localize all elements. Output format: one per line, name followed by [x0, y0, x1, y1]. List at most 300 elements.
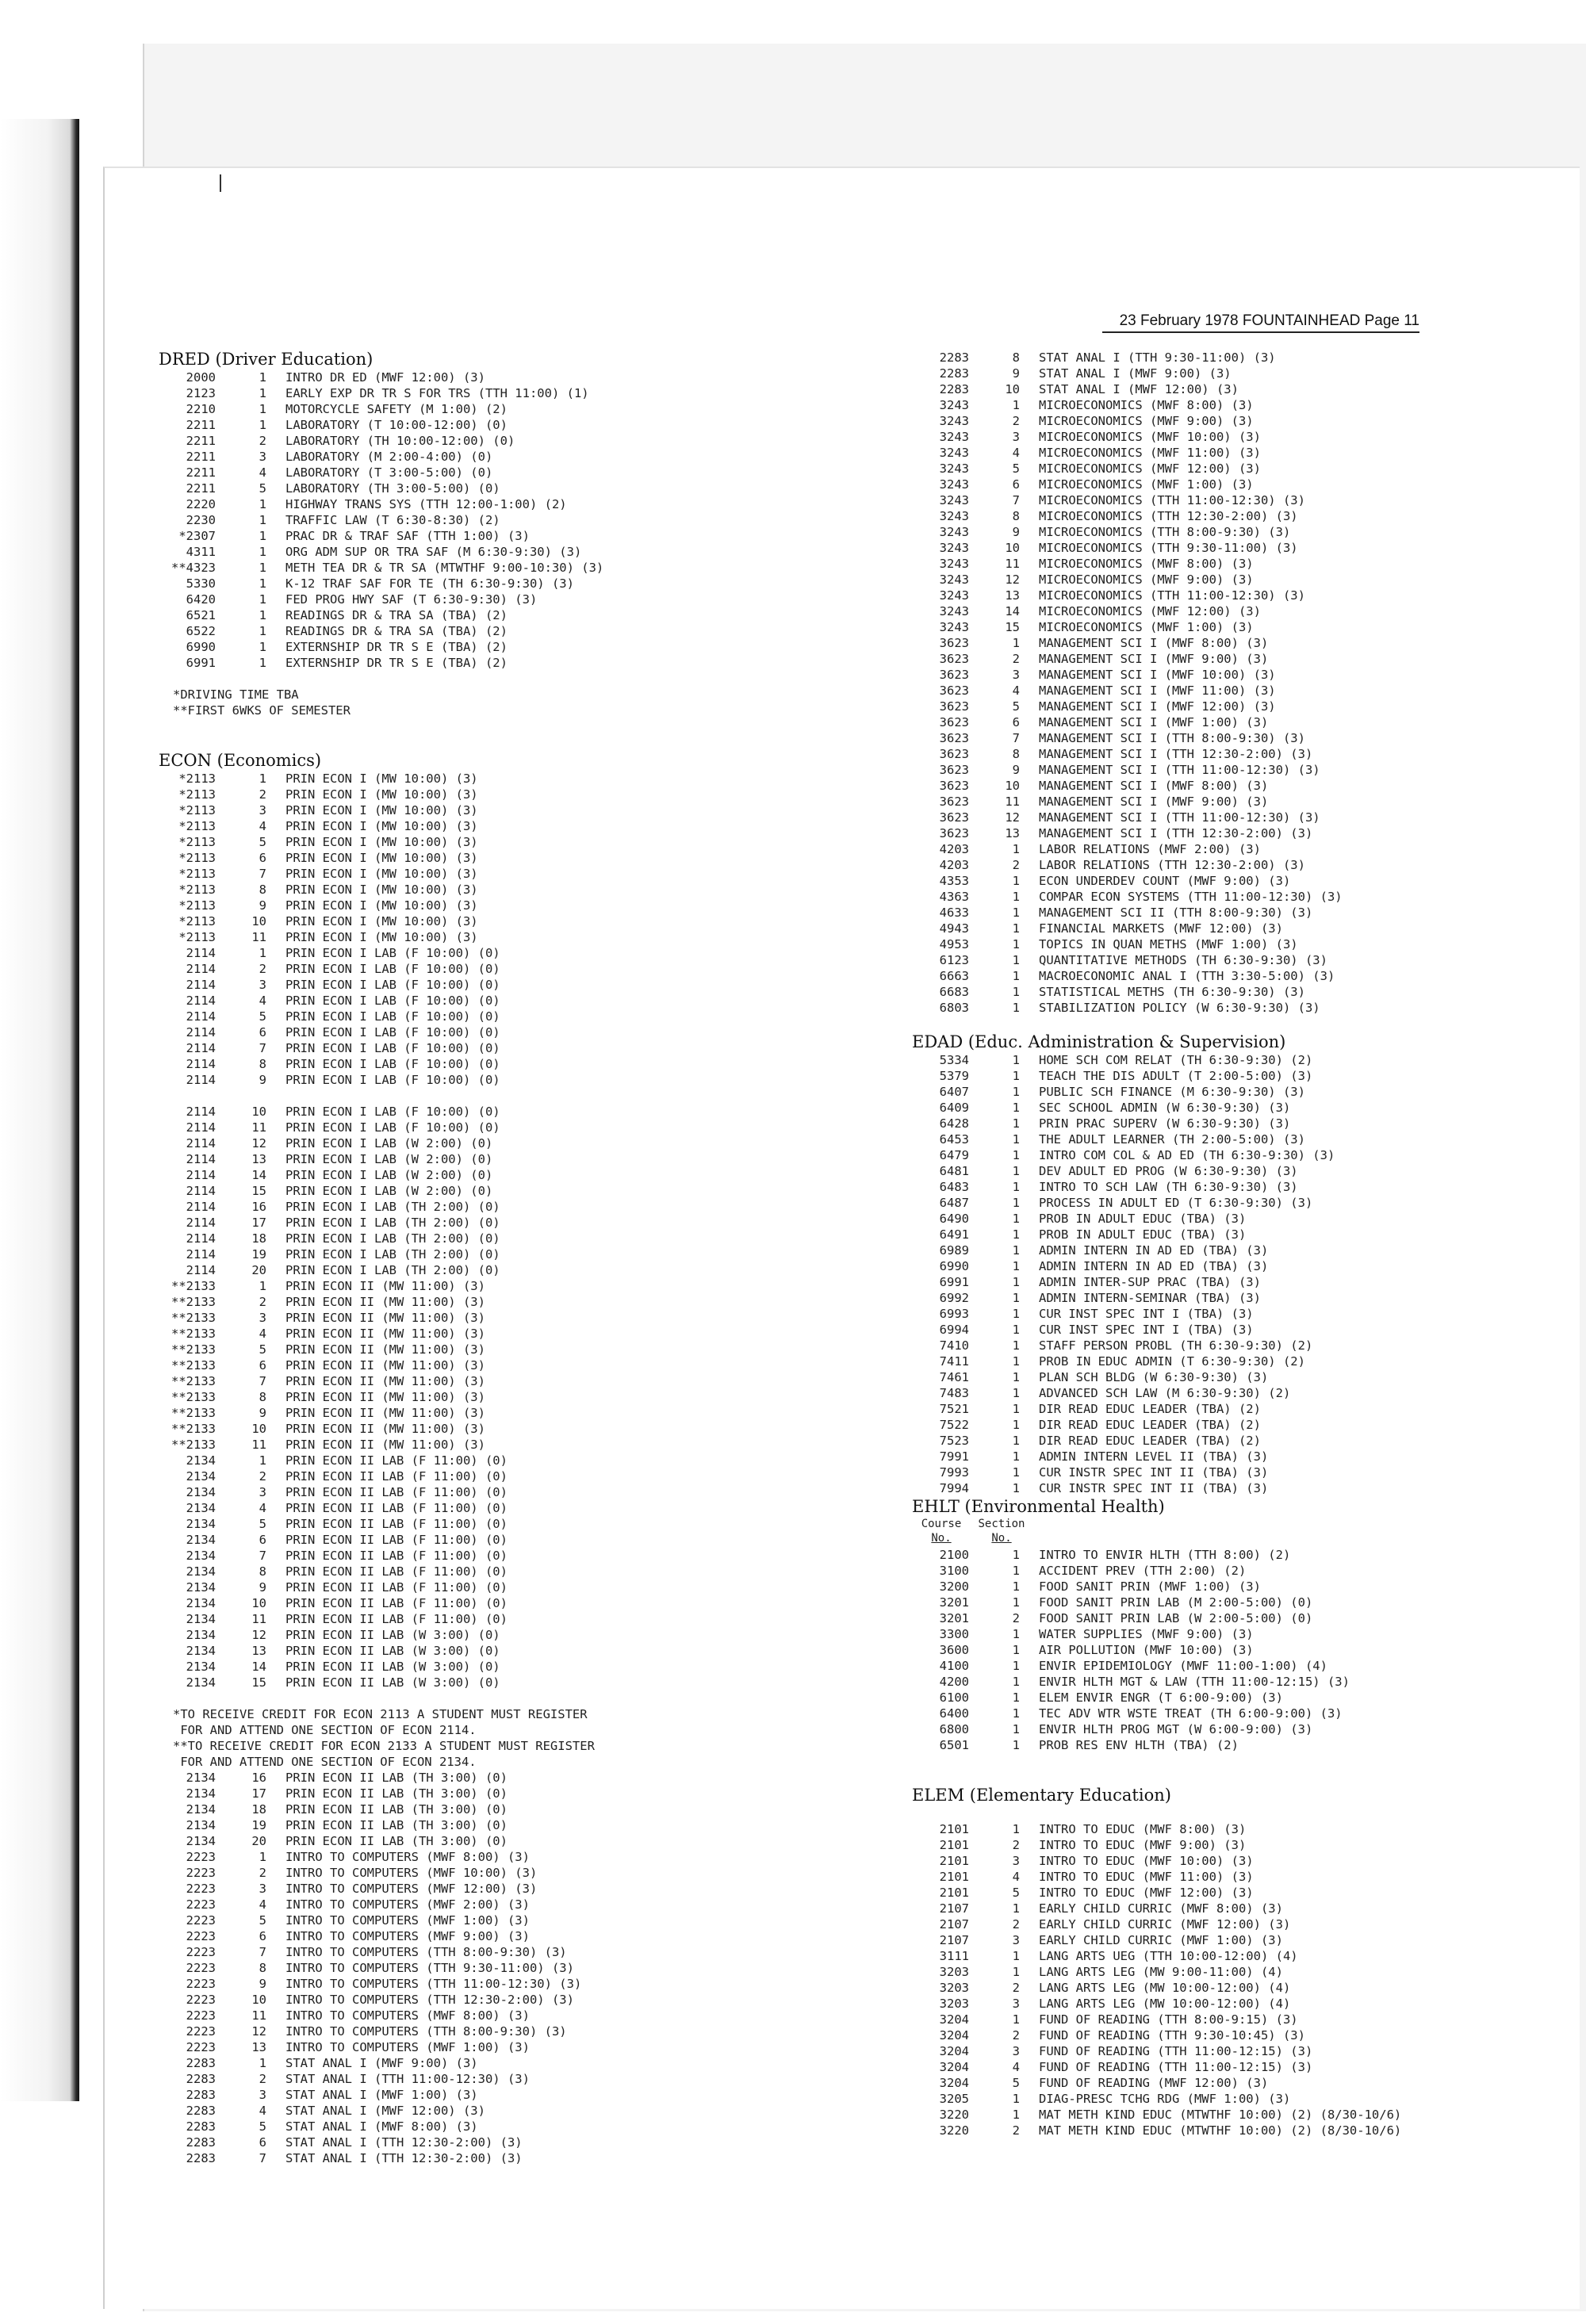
course-row [159, 1881, 761, 1897]
course-row [912, 366, 1515, 381]
course-title: MANAGEMENT SCI I (MWF 1:00) (3) [1039, 715, 1269, 729]
course-row [159, 929, 761, 945]
section-number: 2 [259, 1866, 266, 1880]
section-number: 4 [1012, 446, 1020, 460]
section-number: 13 [1005, 588, 1020, 603]
course-number: 3623 [939, 683, 969, 698]
course-title: LABORATORY (TH 3:00-5:00) (0) [285, 481, 500, 496]
course-title: PRIN ECON I LAB (F 10:00) (0) [285, 994, 500, 1008]
course-number: 3220 [939, 2123, 969, 2138]
section-number: 2 [259, 1469, 266, 1484]
section-number: 4 [259, 819, 266, 833]
course-number: 6100 [939, 1690, 969, 1705]
course-row [159, 1215, 761, 1231]
section-number: 1 [1012, 1212, 1020, 1226]
course-number: 5330 [186, 576, 216, 591]
course-row [912, 1290, 1515, 1306]
course-title: ADMIN INTERN IN AD ED (TBA) (3) [1039, 1259, 1269, 1273]
footnote: *DRIVING TIME TBA [173, 687, 299, 702]
section-number: 1 [259, 402, 266, 416]
course-row [912, 968, 1515, 984]
course-number: 6428 [939, 1116, 969, 1131]
course-title: PRIN ECON I (MW 10:00) (3) [285, 819, 478, 833]
course-number: 2283 [186, 2135, 216, 2150]
section-number: 1 [1012, 636, 1020, 650]
course-number: 3623 [939, 747, 969, 761]
course-number: 2283 [186, 2056, 216, 2070]
course-title: MICROECONOMICS (TTH 11:00-12:30) (3) [1039, 588, 1305, 603]
course-number: 2223 [186, 2040, 216, 2054]
course-title: INTRO TO COMPUTERS (MWF 9:00) (3) [285, 1929, 530, 1943]
course-row [912, 1131, 1515, 1147]
course-title: MOTORCYCLE SAFETY (M 1:00) (2) [285, 402, 508, 416]
section-number: 2 [1012, 414, 1020, 428]
section-number: 4 [1012, 1870, 1020, 1884]
course-number: 3623 [939, 779, 969, 793]
course-row [912, 1837, 1515, 1853]
course-row [912, 1480, 1515, 1496]
course-number: 6991 [939, 1275, 969, 1289]
course-title: FOOD SANIT PRIN (MWF 1:00) (3) [1039, 1579, 1261, 1594]
course-row [912, 1116, 1515, 1131]
course-row [159, 1151, 761, 1167]
section-number: 10 [251, 1105, 266, 1119]
course-row [912, 667, 1515, 683]
course-row [159, 1024, 761, 1040]
course-row [159, 913, 761, 929]
course-row [912, 889, 1515, 905]
course-title: MANAGEMENT SCI I (TTH 8:00-9:30) (3) [1039, 731, 1305, 745]
section-title: ECON (Economics) [159, 751, 322, 770]
course-row [912, 1258, 1515, 1274]
course-no-header [912, 1517, 971, 1547]
course-row [912, 1853, 1515, 1869]
course-row [159, 1342, 761, 1357]
section-number: 1 [1012, 1085, 1020, 1099]
footnote: FOR AND ATTEND ONE SECTION OF ECON 2114. [173, 1723, 477, 1737]
course-title: INTRO TO COMPUTERS (MWF 1:00) (3) [285, 1913, 530, 1928]
course-title: HIGHWAY TRANS SYS (TTH 12:00-1:00) (2) [285, 497, 567, 511]
course-title: FUND OF READING (TTH 9:30-10:45) (3) [1039, 2028, 1305, 2043]
section-number: 6 [259, 1025, 266, 1039]
section-title: EHLT (Environmental Health) [912, 1497, 1165, 1516]
course-title: CUR INSTR SPEC INT II (TBA) (3) [1039, 1481, 1269, 1495]
section-number: 3 [1012, 2044, 1020, 2058]
course-number: 2134 [186, 1501, 216, 1515]
course-title: MACROECONOMIC ANAL I (TTH 3:30-5:00) (3) [1039, 969, 1335, 983]
course-number: 6409 [939, 1101, 969, 1115]
course-number: 3243 [939, 414, 969, 428]
course-row [912, 1658, 1515, 1674]
section-number: 20 [251, 1263, 266, 1277]
spacer [159, 671, 761, 687]
course-number: 2114 [186, 1057, 216, 1071]
course-title: INTRO COM COL & AD ED (TH 6:30-9:30) (3) [1039, 1148, 1335, 1162]
course-number: *2113 [178, 867, 216, 881]
course-row [912, 492, 1515, 508]
section-number: 1 [259, 656, 266, 670]
section-number: 6 [259, 851, 266, 865]
course-title: INTRO TO COMPUTERS (TTH 8:00-9:30) (3) [285, 2024, 567, 2039]
course-title: MANAGEMENT SCI I (TTH 12:30-2:00) (3) [1039, 747, 1313, 761]
course-row [912, 588, 1515, 603]
course-row [912, 905, 1515, 921]
course-title: ACCIDENT PREV (TTH 2:00) (2) [1039, 1564, 1247, 1578]
course-title: FUND OF READING (TTH 8:00-9:15) (3) [1039, 2012, 1298, 2027]
course-row [159, 385, 761, 401]
course-title: DIAG-PRESC TCHG RDG (MWF 1:00) (3) [1039, 2092, 1291, 2106]
course-title: INTRO TO EDUC (MWF 8:00) (3) [1039, 1822, 1247, 1836]
course-title: PRIN ECON II LAB (F 11:00) (0) [285, 1580, 508, 1595]
course-title: PRIN ECON II (MW 11:00) (3) [285, 1422, 485, 1436]
course-row [912, 841, 1515, 857]
section-number: 12 [251, 1136, 266, 1151]
course-row [912, 1274, 1515, 1290]
course-title: FUND OF READING (TTH 11:00-12:15) (3) [1039, 2044, 1313, 2058]
course-number: 6991 [186, 656, 216, 670]
course-number: 3623 [939, 668, 969, 682]
section-number: 3 [1012, 1854, 1020, 1868]
course-title: FUND OF READING (TTH 11:00-12:15) (3) [1039, 2060, 1313, 2074]
course-title: INTRO TO EDUC (MWF 10:00) (3) [1039, 1854, 1254, 1868]
course-number: 2114 [186, 1231, 216, 1246]
course-title: PRIN ECON II LAB (F 11:00) (0) [285, 1469, 508, 1484]
course-number: 3201 [939, 1595, 969, 1610]
course-title: READINGS DR & TRA SA (TBA) (2) [285, 624, 508, 638]
course-number: 2123 [186, 386, 216, 400]
section-number: 7 [1012, 493, 1020, 507]
section-number: 12 [251, 1628, 266, 1642]
course-title: MICROECONOMICS (MWF 12:00) (3) [1039, 461, 1261, 476]
course-number: 3623 [939, 810, 969, 825]
course-title: STAT ANAL I (TTH 12:30-2:00) (3) [285, 2135, 523, 2150]
course-number: 6521 [186, 608, 216, 622]
section-number: 1 [259, 608, 266, 622]
section-number: 14 [251, 1168, 266, 1182]
course-row [159, 1056, 761, 1072]
course-number: *2113 [178, 930, 216, 944]
course-row [912, 1932, 1515, 1948]
section-number: 1 [1012, 1418, 1020, 1432]
course-row [159, 1611, 761, 1627]
course-row [159, 1468, 761, 1484]
course-number: 2211 [186, 481, 216, 496]
course-row [159, 417, 761, 433]
spacer [912, 1753, 1515, 1769]
course-number: 3111 [939, 1949, 969, 1963]
section-number: 1 [1012, 969, 1020, 983]
course-title: LANG ARTS LEG (MW 9:00-11:00) (4) [1039, 1965, 1283, 1979]
course-number: 3243 [939, 398, 969, 412]
spacer [159, 1690, 761, 1706]
section-number: 1 [1012, 1307, 1020, 1321]
course-number: *2113 [178, 819, 216, 833]
course-title: STAT ANAL I (MWF 12:00) (3) [1039, 382, 1239, 396]
section-number: 7 [259, 1945, 266, 1959]
footnote: *TO RECEIVE CREDIT FOR ECON 2113 A STUDENT MUST REGISTER [173, 1707, 588, 1721]
section-number: 14 [1005, 604, 1020, 618]
section-number: 6 [259, 2135, 266, 2150]
course-title: ENVIR EPIDEMIOLOGY (MWF 11:00-1:00) (4) [1039, 1659, 1327, 1673]
course-row [912, 952, 1515, 968]
course-number: 3243 [939, 509, 969, 523]
course-row [912, 1385, 1515, 1401]
course-row [912, 445, 1515, 461]
section-number: 1 [1012, 985, 1020, 999]
course-title: PRIN ECON II LAB (TH 3:00) (0) [285, 1786, 508, 1801]
section-number: 15 [251, 1184, 266, 1198]
course-title: INTRO TO COMPUTERS (MWF 8:00) (3) [285, 2008, 530, 2023]
course-title: DEV ADULT ED PROG (W 6:30-9:30) (3) [1039, 1164, 1298, 1178]
course-number: 6683 [939, 985, 969, 999]
section-number: 4 [1012, 2060, 1020, 2074]
course-row [159, 480, 761, 496]
course-row [159, 1405, 761, 1421]
course-title: INTRO TO ENVIR HLTH (TTH 8:00) (2) [1039, 1548, 1291, 1562]
course-title: STAT ANAL I (TTH 9:30-11:00) (3) [1039, 350, 1276, 365]
course-number: 3623 [939, 715, 969, 729]
course-title: PRIN ECON I LAB (W 2:00) (0) [285, 1184, 493, 1198]
course-title: MANAGEMENT SCI I (MWF 12:00) (3) [1039, 699, 1276, 714]
section-number: 13 [251, 1644, 266, 1658]
course-row [912, 1417, 1515, 1433]
course-title: PRIN ECON II (MW 11:00) (3) [285, 1390, 485, 1404]
course-title: PROB IN ADULT EDUC (TBA) (3) [1039, 1212, 1247, 1226]
course-title: COMPAR ECON SYSTEMS (TTH 11:00-12:30) (3) [1039, 890, 1343, 904]
course-title: PRIN ECON II LAB (F 11:00) (0) [285, 1549, 508, 1563]
course-title: PRIN ECON II (MW 11:00) (3) [285, 1295, 485, 1309]
course-number: 2211 [186, 450, 216, 464]
section-number: 5 [1012, 1886, 1020, 1900]
course-number: 2114 [186, 1247, 216, 1262]
section-number: 20 [251, 1834, 266, 1848]
right-column [912, 350, 1515, 2138]
course-row [159, 882, 761, 898]
course-number: 2114 [186, 1136, 216, 1151]
course-row [912, 825, 1515, 841]
section-number: 12 [1005, 572, 1020, 587]
course-number: **2133 [171, 1342, 216, 1357]
course-row [912, 1964, 1515, 1980]
course-number: 3204 [939, 2012, 969, 2027]
course-row [159, 2150, 761, 2166]
course-row [159, 1849, 761, 1865]
section-number: 1 [259, 576, 266, 591]
course-number: 3623 [939, 636, 969, 650]
section-number: 1 [1012, 2092, 1020, 2106]
course-title: LANG ARTS LEG (MW 10:00-12:00) (4) [1039, 1981, 1291, 1995]
course-number: 3200 [939, 1579, 969, 1594]
course-title: ENVIR HLTH MGT & LAW (TTH 11:00-12:15) (3) [1039, 1675, 1350, 1689]
course-row [159, 607, 761, 623]
course-row [912, 556, 1515, 572]
course-title: PRAC DR & TRAF SAF (TTH 1:00) (3) [285, 529, 530, 543]
course-number: 2223 [186, 1993, 216, 2007]
course-title: STAT ANAL I (MWF 8:00) (3) [285, 2119, 478, 2134]
section-number: 1 [1012, 1354, 1020, 1369]
course-row [159, 1770, 761, 1786]
course-number: 5379 [939, 1069, 969, 1083]
course-row [912, 1195, 1515, 1211]
course-title: PRIN ECON II (MW 11:00) (3) [285, 1438, 485, 1452]
course-number: 2134 [186, 1469, 216, 1484]
section-number: 7 [259, 1549, 266, 1563]
section-number: 18 [251, 1802, 266, 1817]
section-title: EDAD (Educ. Administration & Supervision) [912, 1032, 1286, 1051]
course-title: STAT ANAL I (MWF 9:00) (3) [1039, 366, 1232, 381]
course-row [159, 1231, 761, 1246]
course-title: PRIN ECON II LAB (F 11:00) (0) [285, 1596, 508, 1610]
course-number: 3623 [939, 731, 969, 745]
course-number: 2134 [186, 1802, 216, 1817]
course-title: INTRO TO COMPUTERS (MWF 10:00) (3) [285, 1866, 538, 1880]
course-row [159, 639, 761, 655]
course-row [159, 818, 761, 834]
section-number: 5 [259, 1517, 266, 1531]
course-row [912, 1242, 1515, 1258]
course-title: MAT METH KIND EDUC (MTWTHF 10:00) (2) (8/30-10/6) [1039, 2108, 1402, 2122]
section-number: 10 [1005, 779, 1020, 793]
course-title: PRIN ECON I LAB (F 10:00) (0) [285, 1120, 500, 1135]
course-title: MICROECONOMICS (MWF 1:00) (3) [1039, 477, 1254, 492]
section-number: 4 [259, 1897, 266, 1912]
course-row [159, 1167, 761, 1183]
course-number: 2101 [939, 1886, 969, 1900]
course-title: ECON UNDERDEV COUNT (MWF 9:00) (3) [1039, 874, 1291, 888]
section-number: 8 [259, 883, 266, 897]
course-title: INTRO DR ED (MWF 12:00) (3) [285, 370, 485, 385]
course-row [912, 1610, 1515, 1626]
course-row [912, 1885, 1515, 1901]
course-title: QUANTITATIVE METHODS (TH 6:30-9:30) (3) [1039, 953, 1327, 967]
course-number: 3243 [939, 430, 969, 444]
section-number: 16 [251, 1200, 266, 1214]
course-number: 3203 [939, 1965, 969, 1979]
course-row [159, 1643, 761, 1659]
course-number: 3243 [939, 572, 969, 587]
course-number: 4953 [939, 937, 969, 951]
course-title: PRIN ECON II LAB (TH 3:00) (0) [285, 1834, 508, 1848]
section-number: 1 [1012, 1675, 1020, 1689]
section-no-label: No. [991, 1532, 1012, 1545]
course-header: Course [921, 1518, 962, 1530]
course-number: 2223 [186, 1913, 216, 1928]
section-number: 1 [1012, 1053, 1020, 1067]
course-number: 2211 [186, 465, 216, 480]
section-number: 5 [259, 1009, 266, 1024]
course-title: MICROECONOMICS (MWF 8:00) (3) [1039, 557, 1254, 571]
section-number: 3 [259, 1311, 266, 1325]
section-number: 12 [251, 2024, 266, 2039]
section-number: 5 [1012, 699, 1020, 714]
course-title: WATER SUPPLIES (MWF 9:00) (3) [1039, 1627, 1254, 1641]
course-row [159, 2071, 761, 2087]
section-number: 13 [1005, 826, 1020, 840]
course-number: **2133 [171, 1390, 216, 1404]
section-number: 1 [1012, 1164, 1020, 1178]
course-number: 6491 [939, 1227, 969, 1242]
course-row [159, 1437, 761, 1453]
footnote: FOR AND ATTEND ONE SECTION OF ECON 2134. [173, 1755, 477, 1769]
course-number: 3100 [939, 1564, 969, 1578]
section-number: 7 [259, 2151, 266, 2165]
course-title: INTRO TO EDUC (MWF 9:00) (3) [1039, 1838, 1247, 1852]
spacer [159, 734, 761, 750]
course-title: MANAGEMENT SCI I (MWF 8:00) (3) [1039, 636, 1269, 650]
page-header: 23 February 1978 FOUNTAINHEAD Page 11 [1102, 312, 1419, 333]
course-title: INTRO TO EDUC (MWF 11:00) (3) [1039, 1870, 1254, 1884]
section-number: 2 [1012, 858, 1020, 872]
course-title: PRIN ECON II (MW 11:00) (3) [285, 1406, 485, 1420]
course-number: 2114 [186, 1168, 216, 1182]
course-title: CUR INSTR SPEC INT II (TBA) (3) [1039, 1465, 1269, 1480]
course-row [159, 1944, 761, 1960]
course-row [912, 1306, 1515, 1322]
left-column [159, 349, 761, 2166]
course-number: 3201 [939, 1611, 969, 1625]
section-number: 10 [251, 1993, 266, 2007]
course-row [912, 1100, 1515, 1116]
section-number: 1 [1012, 1722, 1020, 1736]
course-title: MICROECONOMICS (MWF 9:00) (3) [1039, 414, 1254, 428]
course-row [159, 576, 761, 592]
course-row [912, 1353, 1515, 1369]
course-number: 2101 [939, 1822, 969, 1836]
section-number: 10 [251, 1596, 266, 1610]
course-number: *2113 [178, 835, 216, 849]
section-number: 8 [259, 1564, 266, 1579]
section-number: 1 [1012, 1465, 1020, 1480]
section-number: 1 [259, 561, 266, 575]
course-row [159, 433, 761, 449]
course-number: 2223 [186, 1882, 216, 1896]
course-row [159, 1246, 761, 1262]
course-title: HOME SCH COM RELAT (TH 6:30-9:30) (2) [1039, 1053, 1313, 1067]
course-number: *2307 [178, 529, 216, 543]
course-number: 2134 [186, 1485, 216, 1499]
course-number: 2107 [939, 1933, 969, 1947]
section-number: 6 [1012, 477, 1020, 492]
section-number: 1 [1012, 1706, 1020, 1721]
course-title: STATISTICAL METHS (TH 6:30-9:30) (3) [1039, 985, 1305, 999]
course-title: INTRO TO COMPUTERS (MWF 12:00) (3) [285, 1882, 538, 1896]
course-row [159, 1897, 761, 1912]
course-title: PRIN ECON II LAB (F 11:00) (0) [285, 1517, 508, 1531]
course-number: 3243 [939, 620, 969, 634]
course-row [912, 2012, 1515, 2027]
course-number: 6420 [186, 592, 216, 607]
section-number: 1 [259, 1279, 266, 1293]
section-number: 2 [259, 1295, 266, 1309]
course-title: PRIN ECON I LAB (F 10:00) (0) [285, 946, 500, 960]
section-number: 1 [1012, 937, 1020, 951]
course-title: MICROECONOMICS (TTH 9:30-11:00) (3) [1039, 541, 1298, 555]
section-number: 1 [1012, 1227, 1020, 1242]
course-title: PRIN ECON II LAB (F 11:00) (0) [285, 1564, 508, 1579]
section-number: 1 [1012, 1132, 1020, 1147]
course-row [912, 1433, 1515, 1449]
section-number: 9 [1012, 763, 1020, 777]
course-row [159, 1865, 761, 1881]
course-number: 6481 [939, 1164, 969, 1178]
course-title: INTRO TO EDUC (MWF 12:00) (3) [1039, 1886, 1254, 1900]
course-number: 2223 [186, 2008, 216, 2023]
course-row [912, 619, 1515, 635]
course-title: MICROECONOMICS (MWF 10:00) (3) [1039, 430, 1261, 444]
course-row [912, 1227, 1515, 1242]
course-row [912, 1563, 1515, 1579]
course-number: *2113 [178, 851, 216, 865]
